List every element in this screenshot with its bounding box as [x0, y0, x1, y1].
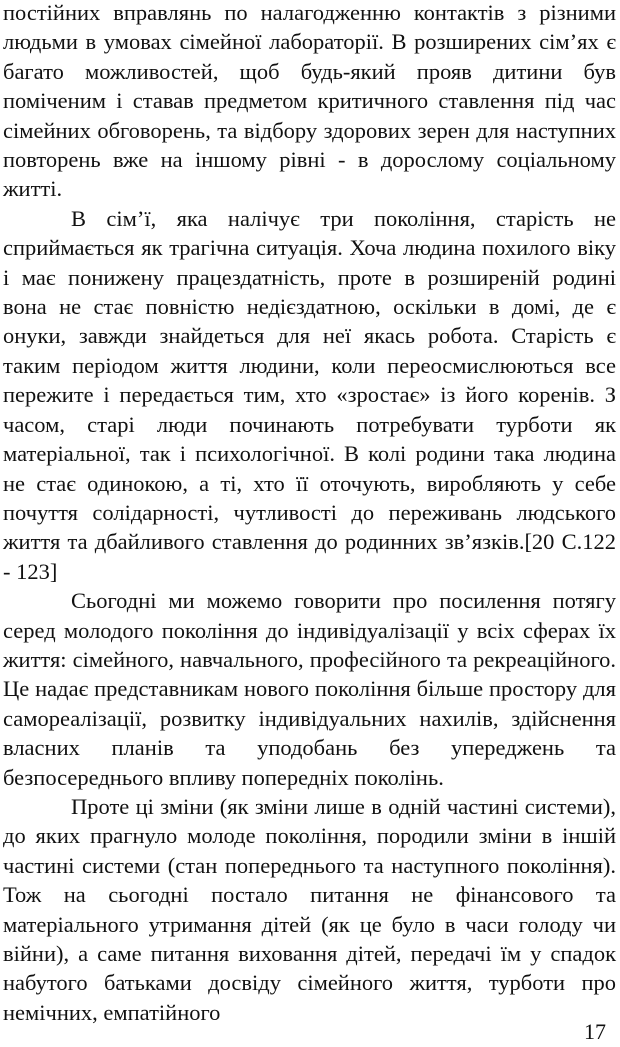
text-body: [3, 0, 616, 1027]
page-number: 17: [584, 1019, 606, 1044]
paragraph-3: Сьогодні ми можемо говорити про посилення потягу серед молодого покоління до індивідуалізації у всіх сферах їх життя: сімейного, навчального, професійного та рекреаційного. Це надає представникам нового покоління більше простору для самореалізації, розвитку індивідуальних нахилів, здійснення власних планів та уподобань без упереджень та безпосереднього впливу попередніх поколінь.: [3, 588, 616, 790]
paragraph-1: постійних вправлянь по налагодженню контактів з різними людьми в умовах сімейної лабораторії. В розширених сім’ях є багато можливостей, щоб будь-який прояв дитини був поміченим і ставав предметом критичного ставлення під час сімейних обговорень, та відбору здорових зерен для наступних повторень вже на іншому рівні - в дорослому соціальному житті.: [3, 0, 616, 202]
paragraph-2: В сім’ї, яка налічує три покоління, старість не сприймається як трагічна ситуація. Хоча людина похилого віку і має понижену працездатність, проте в розширеній родині вона не стає повністю недієздатною, оскільки в домі, де є онуки, завжди знайдеться для неї якась робота. Старість є таким періодом життя людини, коли переосмислюються все пережите і передається тим, хто «зростає» із його коренів. З часом, старі люди починають потребувати турботи як матеріальної, так і психологічної. В колі родини така людина не стає одинокою, а ті, хто її оточують, виробляють у себе почуття солідарності, чутливості до переживань людського життя та дбайливого ставлення до родинних зв’язків.[20 С.122 - 123]: [3, 205, 616, 584]
paragraph-4: Проте ці зміни (як зміни лише в одній частині системи), до яких прагнуло молоде покоління, породили зміни в іншій частині системи (стан попереднього та наступного покоління). Тож на сьогодні постало питання не фінансового та матеріального утримання дітей (як це було в часи голоду чи війни), а саме питання виховання дітей, передачі їм у спадок набутого батьками досвіду сімейного життя, турботи про немічних, емпатійного: [3, 793, 616, 1025]
